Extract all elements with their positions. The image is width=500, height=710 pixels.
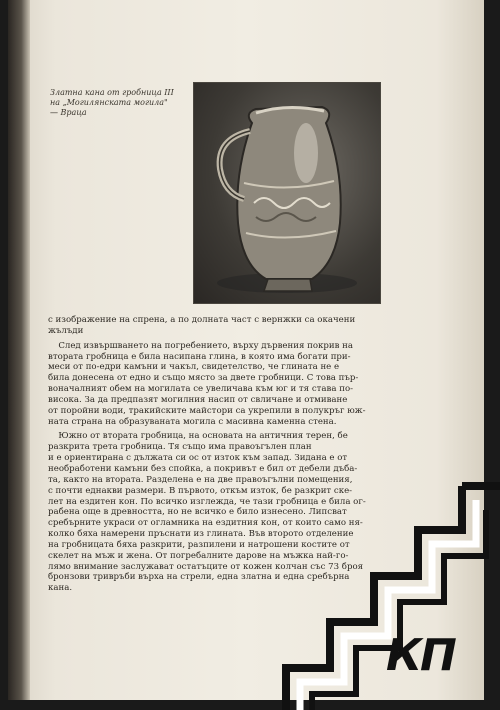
- caption-line: Златна кана от гробница III: [50, 88, 174, 97]
- text-line: разкрита трета гробница. Тя също има правоъгълен план: [48, 442, 312, 453]
- text-line: втората гробница е била насипана глина, в която има богати при-: [48, 351, 351, 362]
- text-line: сребърните украси от огламника на ездитния кон, от които само ня-: [48, 518, 363, 529]
- text-line: с почти еднакви размери. В първото, откъм изток, бе разкрит ске-: [48, 485, 353, 496]
- text-line: необработени камъни без спойка, а покривът е бил от дебели дъба-: [48, 463, 358, 474]
- text-line: колко бяха намерени пръснати из глината. Във второто отделение: [48, 529, 354, 540]
- text-line: била донесена от едно и също място за двете гробници. С това пър-: [48, 373, 359, 384]
- text-line: бронзови тривръби върха на стрели, една златна и една сребърна: [48, 572, 350, 583]
- text-line: от поройни води, тракийските майстори са укрепили в полукръг юж-: [48, 405, 366, 416]
- text-line: с изображение на спрена, а по долната част с вернжки са окачени: [48, 315, 356, 325]
- text-line: ната страна на образуваната могила с масивна каменна стена.: [48, 416, 337, 427]
- text-line: кана.: [48, 583, 73, 594]
- text-line: лет на ездитен кон. По всичко изглежда, че тази гробница е била ог-: [48, 496, 366, 507]
- text-line: меси от по-едри камъни и чакъл, свидетелство, че глината не е: [48, 362, 340, 373]
- text-line: жълъди: [48, 325, 84, 336]
- text-line: скелет на мъж и жена. От погребалните дарове на мъжка най-го-: [48, 550, 349, 561]
- text-line: на гробницата бяха разкрити, разпилени и натрошени костите от: [48, 539, 350, 550]
- text-line: и е ориентирана с дължата си ос от изток към запад. Зидана е от: [48, 453, 348, 464]
- watermark-logo: КП: [386, 630, 455, 681]
- caption-line: — Враца: [50, 108, 87, 117]
- caption-line: на „Могилянската могила": [50, 98, 168, 107]
- text-line: Южно от втората гробница, на основата на античния терен, бе: [58, 431, 348, 442]
- text-line: лямо внимание заслужават остатъците от кожен колчан със 73 броя: [48, 561, 364, 572]
- text-line: След извършването на погребението, върху дървения покрив на: [58, 340, 354, 351]
- text-line: висока. За да предпазят могилния насип от свличане и отмиване: [48, 394, 348, 405]
- text-line: воначалният обем на могилата се увеличава към юг и тя става по-: [48, 384, 354, 395]
- text-line: рабена още в древността, но не всичко е било изнесено. Липсват: [48, 507, 347, 518]
- text-line: та, както на втората. Разделена е на две правоъгълни помещения,: [48, 474, 353, 485]
